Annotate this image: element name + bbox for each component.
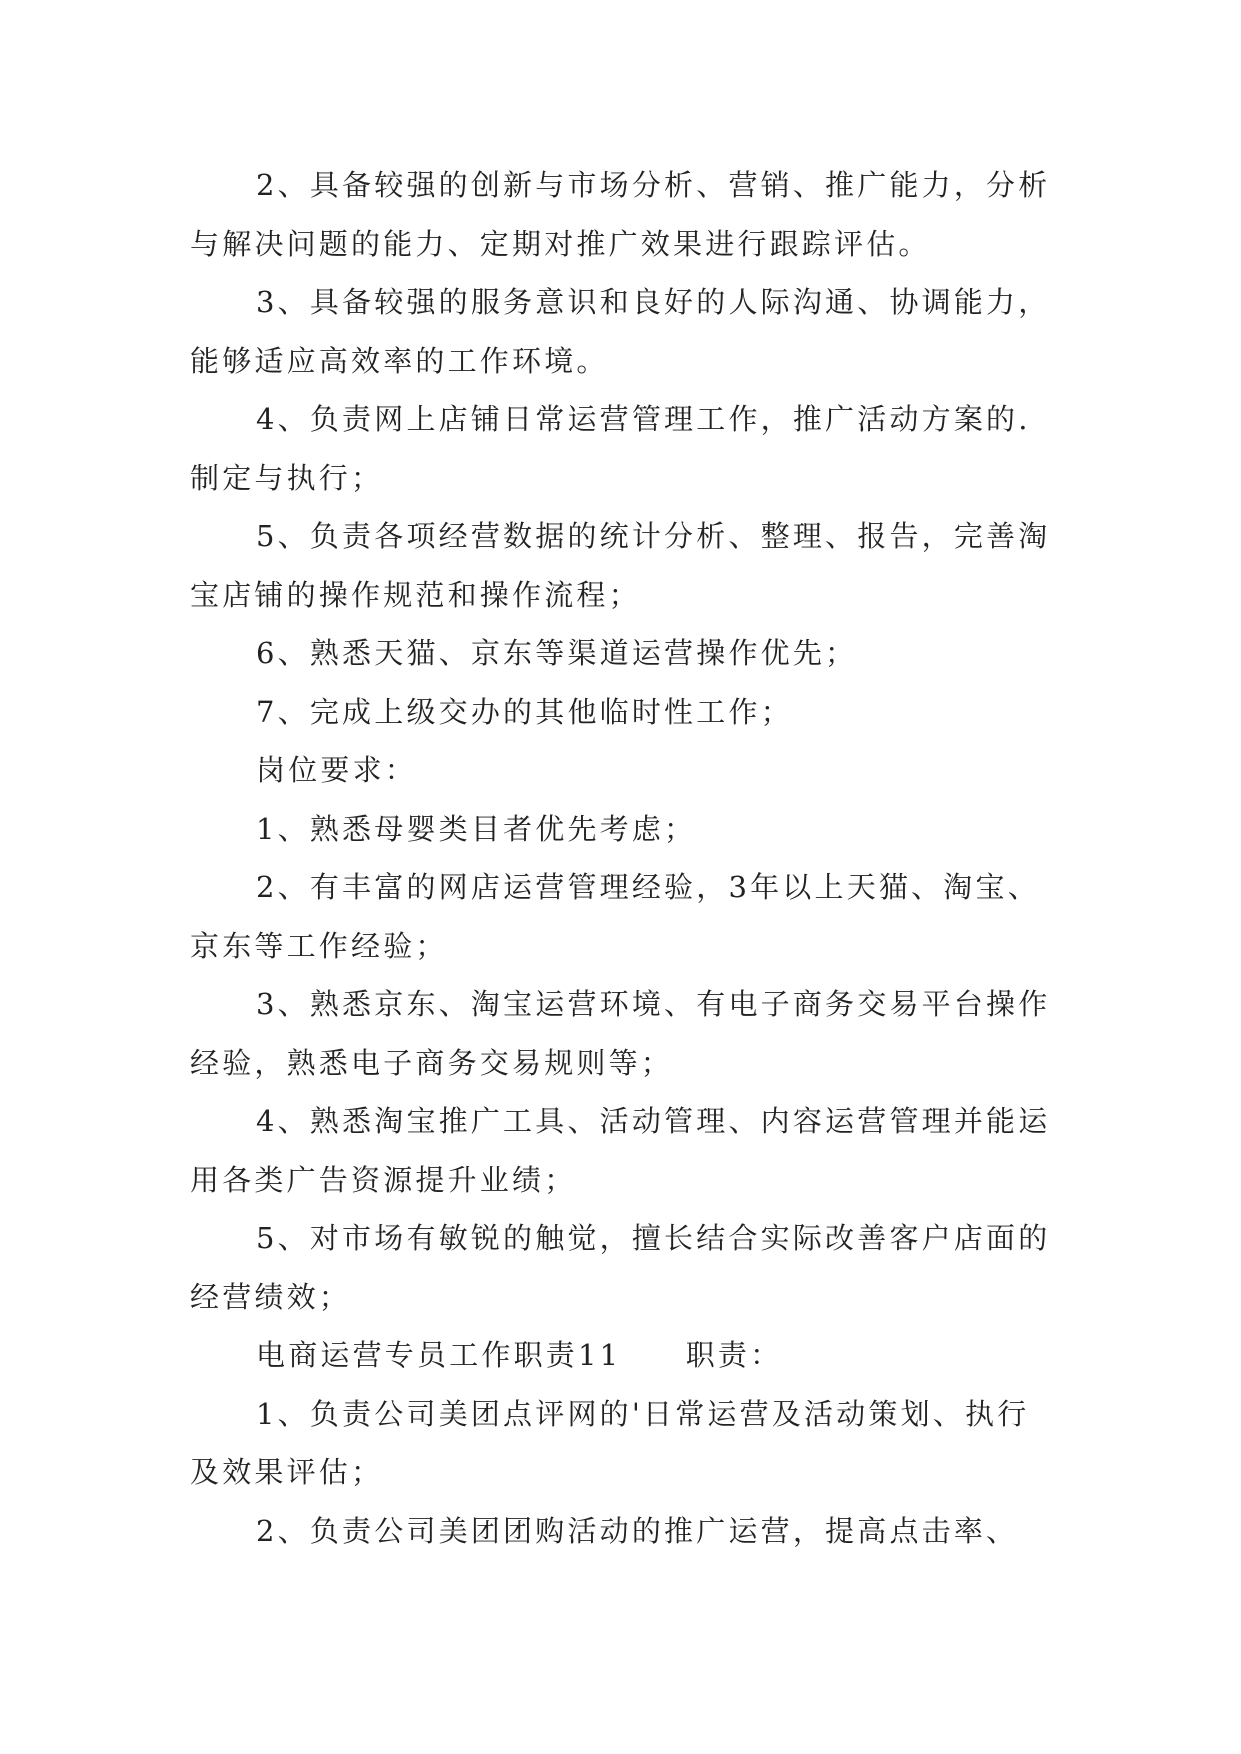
paragraph: 1、熟悉母婴类目者优先考虑；	[256, 811, 697, 846]
paragraph: 3、熟悉京东、淘宝运营环境、有电子商务交易平台操作经验，熟悉电子商务交易规则等；	[190, 987, 1051, 1080]
paragraph: 4、负责网上店铺日常运营管理工作，推广活动方案的.制定与执行；	[190, 402, 1031, 495]
paragraph: 4、熟悉淘宝推广工具、活动管理、内容运营管理并能运用各类广告资源提升业绩；	[190, 1104, 1051, 1197]
document-body	[190, 156, 1060, 1560]
paragraph: 3、具备较强的服务意识和良好的人际沟通、协调能力，能够适应高效率的工作环境。	[190, 285, 1051, 378]
paragraph: 5、负责各项经营数据的统计分析、整理、报告，完善淘宝店铺的操作规范和操作流程；	[190, 519, 1051, 612]
paragraph: 2、负责公司美团团购活动的推广运营，提高点击率、	[256, 1513, 1019, 1548]
paragraph: 7、完成上级交办的其他临时性工作；	[256, 694, 793, 729]
paragraph: 2、具备较强的创新与市场分析、营销、推广能力，分析与解决问题的能力、定期对推广效果进行跟踪评估。	[190, 168, 1051, 261]
paragraph: 6、熟悉天猫、京东等渠道运营操作优先；	[256, 636, 858, 670]
section-heading: 岗位要求：	[256, 753, 418, 787]
paragraph: 5、对市场有敏锐的触觉，擅长结合实际改善客户店面的经营绩效；	[190, 1221, 1051, 1314]
paragraph: 1、负责公司美团点评网的'日常运营及活动策划、执行及效果评估；	[190, 1396, 1030, 1489]
paragraph: 2、有丰富的网店运营管理经验，3年以上天猫、淘宝、京东等工作经验；	[190, 870, 1040, 963]
section-heading: 电商运营专员工作职责11 职责：	[256, 1338, 783, 1372]
